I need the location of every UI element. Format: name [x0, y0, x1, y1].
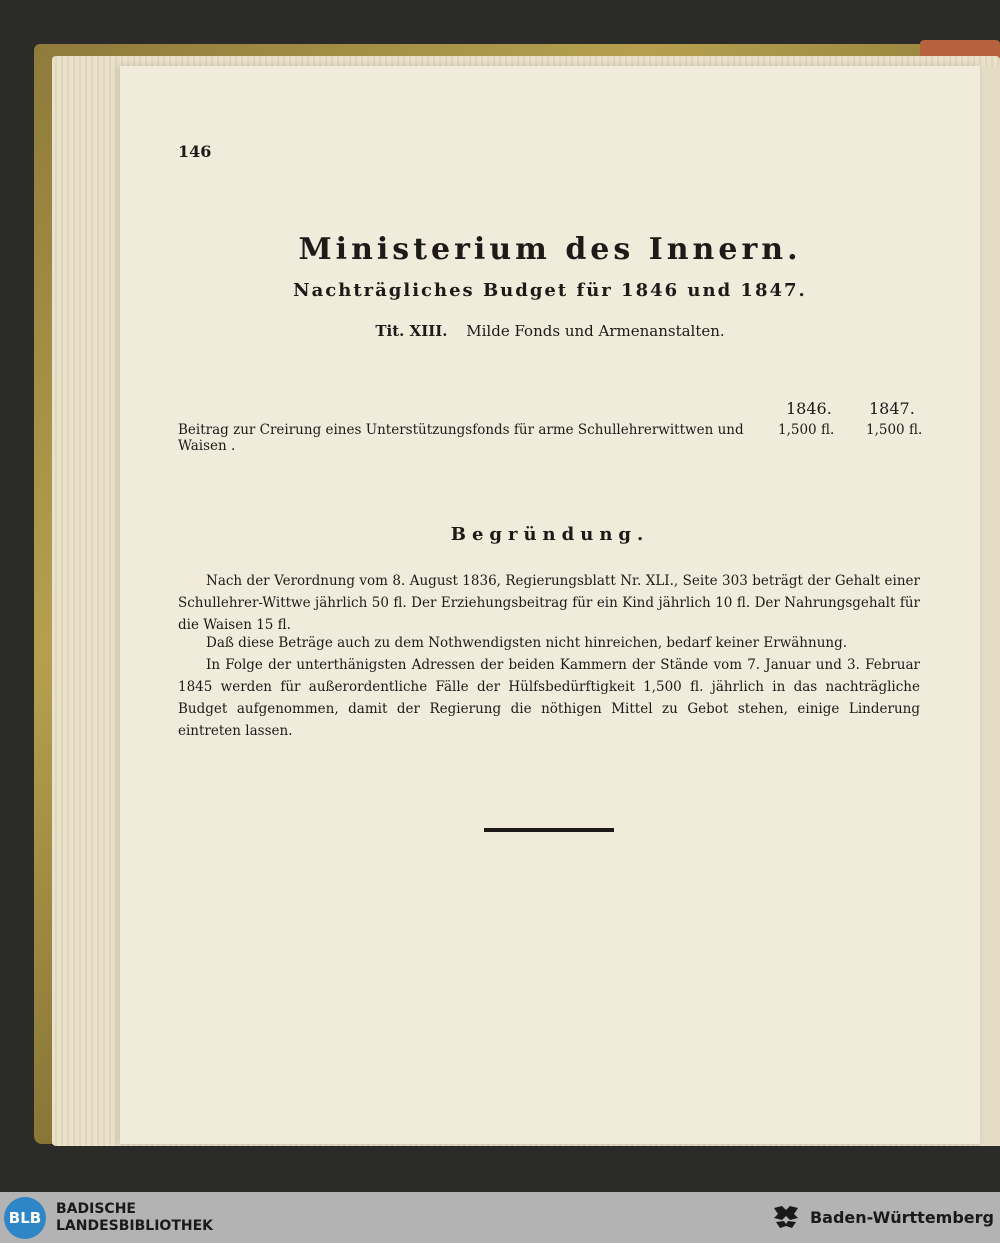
next-page-edge	[977, 66, 1000, 1146]
budget-row	[178, 422, 924, 454]
section-heading: Begründung.	[450, 524, 650, 545]
footer-bar	[0, 1192, 1000, 1243]
year-header-1846: 1846.	[786, 399, 832, 418]
budget-description: Beitrag zur Creirung eines Unterstützungsfonds für arme Schullehrerwittwen und Waisen .	[178, 422, 744, 454]
budget-value-1846: 1,500 fl.	[778, 422, 835, 438]
blb-logo[interactable]	[4, 1197, 213, 1239]
section-label: Tit. XIII.	[375, 322, 448, 340]
budget-value-1847: 1,500 fl.	[866, 422, 923, 438]
closing-rule	[484, 828, 614, 832]
paragraph: Nach der Verordnung vom 8. August 1836, Regierungsblatt Nr. XLI., Seite 303 beträgt der Gehalt einer Schullehrer-Wittwe jährlich 50 fl. Der Erziehungsbeitrag für ein Kind jährlich 10 fl. Der Nahrungsgehalt für die Waisen 15 fl.	[178, 573, 920, 633]
section-text: Milde Fonds und Armenanstalten.	[466, 322, 725, 340]
blb-name-line2: LANDESBIBLIOTHEK	[56, 1217, 214, 1234]
page-title: Ministerium des Innern.	[298, 232, 802, 267]
paragraph: Daß diese Beträge auch zu dem Nothwendigsten nicht hinreichen, bedarf keiner Erwähnung.	[206, 635, 848, 651]
page-number: 146	[178, 142, 212, 161]
year-header-1847: 1847.	[869, 399, 915, 418]
page-subtitle: Nachträgliches Budget für 1846 und 1847.	[293, 280, 807, 301]
bw-name: Baden-Württemberg	[809, 1208, 994, 1227]
blb-name	[56, 1201, 213, 1235]
section-title	[120, 322, 980, 340]
bw-logo[interactable]	[770, 1202, 994, 1234]
blb-badge-icon: BLB	[4, 1197, 46, 1239]
book-page	[120, 66, 980, 1144]
paragraph: In Folge der unterthänigsten Adressen der beiden Kammern der Stände vom 7. Januar und 3. Februar 1845 werden für außerordentliche Fälle der Hülfsbedürftigkeit 1,500 fl. jährlich in das nachträgliche Budget aufgenommen, damit der Regierung die nöthigen Mittel zu Gebot stehen, einige Linderung eintreten lassen.	[178, 657, 920, 739]
blb-name-line1: BADISCHE	[56, 1200, 136, 1217]
coat-of-arms-icon	[770, 1202, 802, 1234]
